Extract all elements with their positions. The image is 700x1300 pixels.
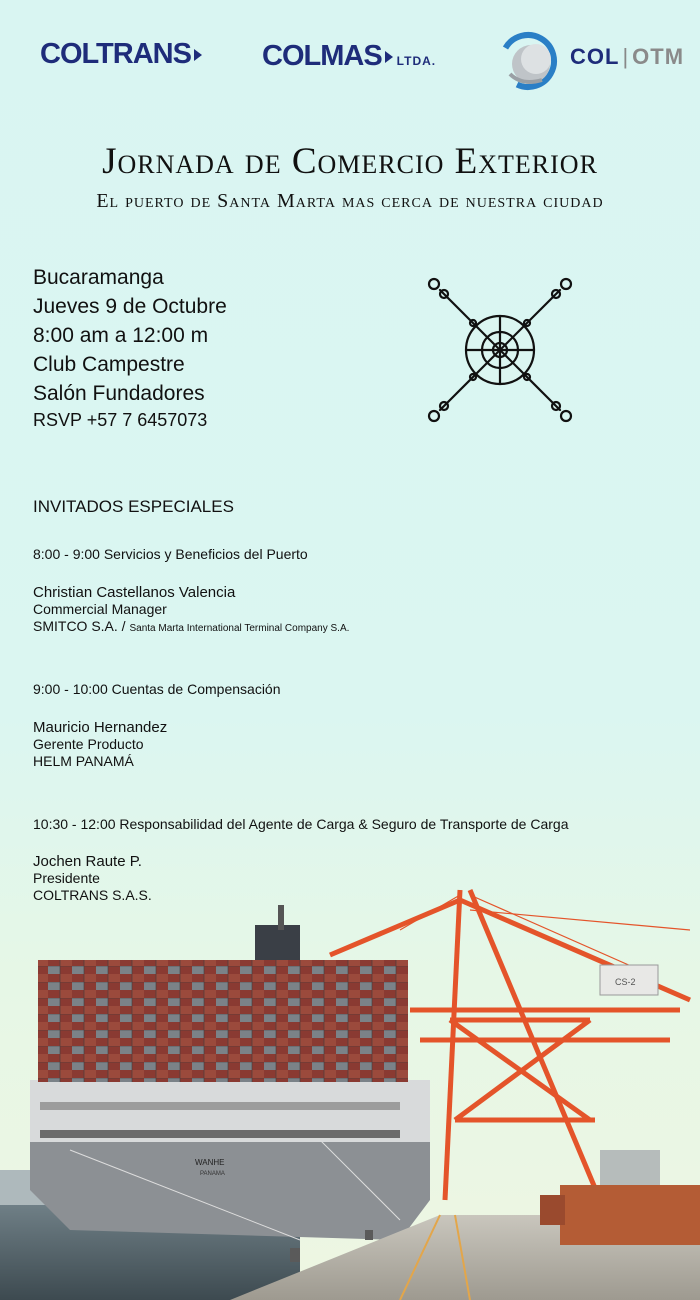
page-subtitle: El puerto de Santa Marta mas cerca de nuestra ciudad [96,190,604,212]
session-3-company: COLTRANS S.A.S. [33,887,152,903]
colmas-arrow-icon [385,51,393,63]
session-1-company: SMITCO S.A. / [33,618,126,634]
session-1-company-note: Santa Marta International Terminal Company S.A. [129,623,350,634]
ship-wheel-icon [420,270,580,430]
colotm-separator: | [622,44,630,69]
coltrans-arrow-icon [194,49,202,61]
ship-name: WANHE [195,1158,225,1167]
session-1-role: Commercial Manager [33,601,167,617]
coltrans-logo [40,38,202,71]
event-details [33,263,227,432]
event-time: 8:00 am a 12:00 m [33,324,209,347]
session-1-company-line [33,618,349,637]
event-venue: Club Campestre [33,353,185,376]
crane-cabin-label: CS-2 [615,977,636,987]
event-rsvp: RSVP +57 7 6457073 [33,410,208,430]
session-2-speaker-block [33,719,167,770]
special-guests-heading: INVITADOS ESPECIALES [33,497,234,516]
colotm-swirl-icon [498,30,562,92]
session-1-slot: 8:00 - 9:00 Servicios y Beneficios del Puerto [33,546,308,562]
session-3-slot: 10:30 - 12:00 Responsabilidad del Agente de Carga & Seguro de Transporte de Carga [33,816,569,832]
colmas-logo-suffix: LTDA. [396,54,437,68]
dock-containers [560,1185,700,1245]
port-scene-image [0,870,700,1300]
colotm-right-text: OTM [632,44,685,69]
page-title: Jornada de Comercio Exterior [102,141,598,182]
session-2-speaker: Mauricio Hernandez [33,719,168,736]
coltrans-logo-text: COLTRANS [40,38,191,70]
event-date: Jueves 9 de Octubre [33,295,227,318]
colotm-logo-text [570,44,684,70]
session-2-slot: 9:00 - 10:00 Cuentas de Compensación [33,681,281,697]
session-2-company: HELM PANAMÁ [33,753,134,769]
ship-bridge [255,925,300,960]
container-stack [38,960,408,1082]
session-1-speaker-block [33,584,349,637]
ship-port: PANAMA [200,1171,225,1177]
colotm-left-text: COL [570,44,620,69]
colmas-logo-text: COLMAS [262,40,382,72]
logo-bar [0,30,700,100]
session-2-role: Gerente Producto [33,736,144,752]
session-3-speaker: Jochen Raute P. [33,853,142,870]
session-3-role: Presidente [33,870,100,886]
session-1-speaker: Christian Castellanos Valencia [33,584,236,601]
colmas-logo [262,40,436,73]
event-room: Salón Fundadores [33,382,205,405]
event-city: Bucaramanga [33,266,164,289]
colotm-logo [498,30,685,92]
